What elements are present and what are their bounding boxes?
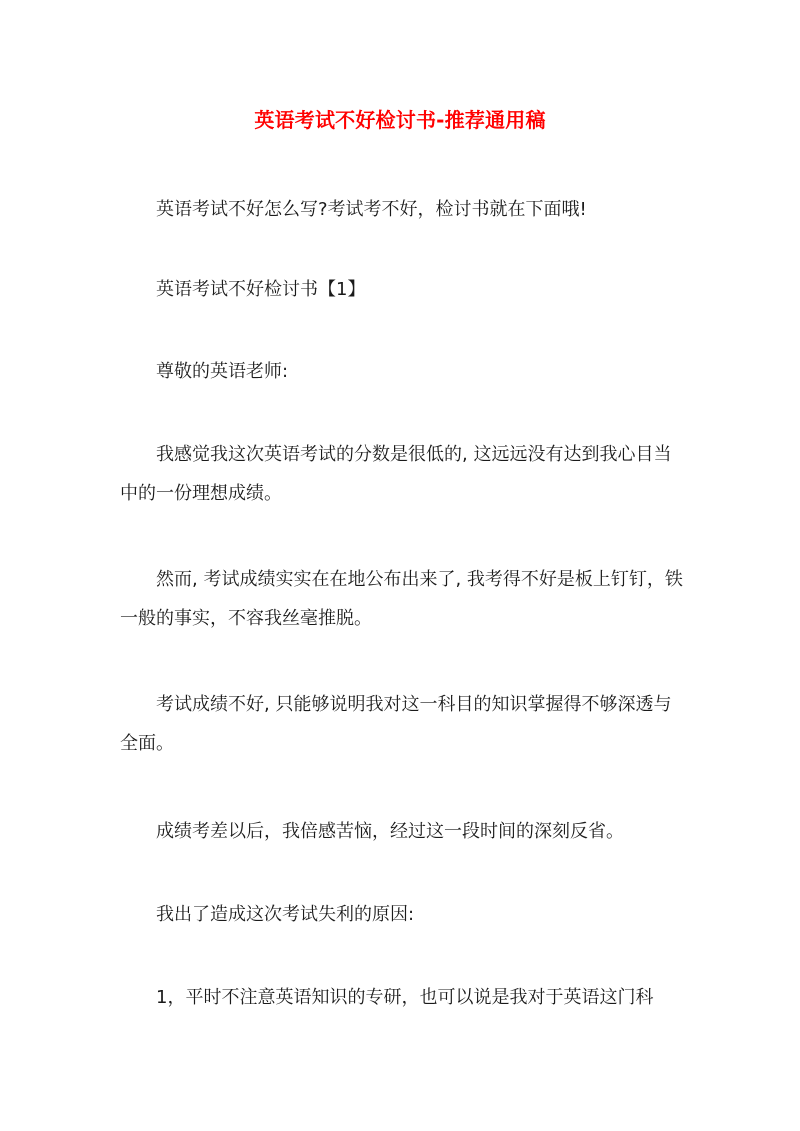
paragraph-body-2: 然而, 考试成绩实实在在地公布出来了, 我考得不好是板上钉钉，铁一般的事实，不容我丝毫推脱。 bbox=[120, 569, 683, 629]
paragraph-body-4: 成绩考差以后，我倍感苦恼，经过这一段时间的深刻反省。 bbox=[156, 821, 624, 842]
document-title: 英语考试不好检讨书-推荐通用稿 bbox=[254, 108, 546, 132]
paragraph-body-3: 考试成绩不好, 只能够说明我对这一科目的知识掌握得不够深透与全面。 bbox=[120, 694, 672, 754]
paragraph-salutation: 尊敬的英语老师: bbox=[156, 361, 289, 382]
paragraph-heading-1: 英语考试不好检讨书【1】 bbox=[156, 279, 366, 300]
paragraph-list-item-1: 1，平时不注意英语知识的专研，也可以说是我对于英语这门科 bbox=[156, 987, 654, 1008]
paragraph-body-5: 我出了造成这次考试失利的原因: bbox=[156, 904, 415, 925]
paragraph-body-1: 我感觉我这次英语考试的分数是很低的, 这远远没有达到我心目当中的一份理想成绩。 bbox=[120, 444, 672, 504]
paragraph-intro: 英语考试不好怎么写?考试考不好，检讨书就在下面哦! bbox=[156, 199, 587, 220]
